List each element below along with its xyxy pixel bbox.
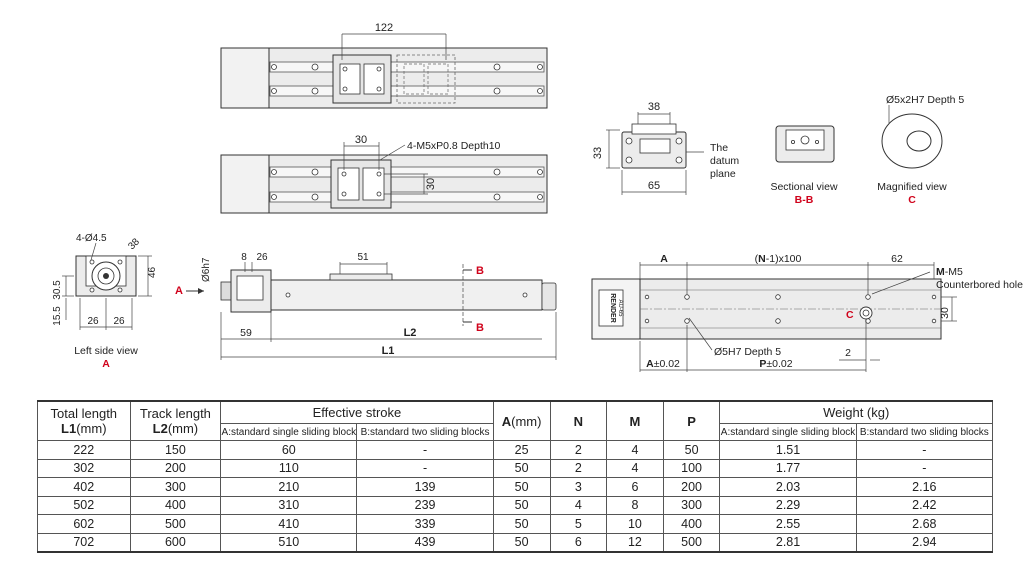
table-cell-n: 2: [550, 459, 607, 478]
table-row: [38, 515, 993, 534]
magnified-view-c: [877, 94, 964, 206]
table-cell-p: 500: [663, 533, 720, 552]
dim-62: 62: [891, 253, 903, 265]
table-cell-p: 100: [663, 459, 720, 478]
dim-A-bottom: A: [660, 253, 668, 265]
sectional-label: B-B: [794, 194, 814, 206]
table-cell-m: 10: [607, 515, 664, 534]
dim-30-bottom: 30: [939, 307, 951, 319]
model-mark: AU-65: [617, 299, 623, 317]
dim-2: 2: [845, 347, 851, 359]
left-dim-26b: 26: [113, 316, 125, 327]
table-cell-s-single: 410: [221, 515, 357, 534]
table-cell-l1: 502: [38, 496, 131, 515]
table-cell-w-two: 2.94: [856, 533, 992, 552]
header-a: A(mm): [493, 401, 550, 441]
table-cell-l2: 300: [130, 478, 221, 497]
table-cell-s-two: 339: [357, 515, 493, 534]
table-cell-l2: 400: [130, 496, 221, 515]
table-cell-s-single: 60: [221, 441, 357, 460]
dim-59: 59: [240, 327, 252, 339]
datum-note-2: datum: [710, 155, 740, 167]
table-cell-s-single: 510: [221, 533, 357, 552]
left-caption: Left side view: [74, 345, 138, 357]
table-cell-l1: 302: [38, 459, 131, 478]
table-cell-a: 50: [493, 496, 550, 515]
table-cell-n: 4: [550, 496, 607, 515]
sectional-view-bb: [770, 126, 838, 206]
table-cell-l1: 602: [38, 515, 131, 534]
table-cell-s-single: 210: [221, 478, 357, 497]
pin-note: Ø5H7 Depth 5: [714, 346, 782, 358]
table-cell-w-two: 2.42: [856, 496, 992, 515]
table-cell-s-two: -: [357, 459, 493, 478]
table-cell-p: 200: [663, 478, 720, 497]
table-cell-n: 2: [550, 441, 607, 460]
side-view: [175, 252, 556, 360]
table-cell-a: 50: [493, 533, 550, 552]
top-view-single-block: [221, 134, 547, 213]
counterbore-note: Counterbored hole: [936, 279, 1023, 291]
table-cell-s-two: 139: [357, 478, 493, 497]
tol-A: A±0.02: [646, 358, 680, 370]
bottom-view: [592, 253, 1023, 372]
left-hole-note: 4-Ø4.5: [76, 233, 107, 244]
table-cell-l1: 402: [38, 478, 131, 497]
table-cell-w-two: -: [856, 441, 992, 460]
dim-6h7: Ø6h7: [201, 257, 212, 282]
table-cell-l2: 150: [130, 441, 221, 460]
table-cell-l2: 600: [130, 533, 221, 552]
table-row: [38, 441, 993, 460]
dim-65-front: 65: [647, 180, 661, 192]
table-cell-m: 4: [607, 441, 664, 460]
front-view: [592, 101, 739, 195]
table-cell-m: 6: [607, 478, 664, 497]
dim-51: 51: [357, 252, 369, 263]
header-p: P: [663, 401, 720, 441]
table-cell-w-two: -: [856, 459, 992, 478]
sectional-caption: Sectional view: [770, 181, 838, 193]
table-cell-w-single: 1.51: [720, 441, 856, 460]
header-n: N: [550, 401, 607, 441]
dim-26-side: 26: [256, 252, 268, 263]
dim-38-front: 38: [647, 101, 661, 113]
table-cell-a: 50: [493, 459, 550, 478]
magnified-caption: Magnified view: [877, 181, 947, 193]
table-cell-a: 25: [493, 441, 550, 460]
table-cell-l2: 500: [130, 515, 221, 534]
left-dim-15-5: 15.5: [52, 306, 63, 326]
datum-note-1: The: [710, 142, 729, 154]
table-cell-w-two: 2.16: [856, 478, 992, 497]
m-note: M-M5: [936, 266, 963, 278]
header-effective-stroke: Effective stroke: [221, 401, 493, 424]
dim-30-side: 30: [425, 177, 437, 191]
section-b-top: B: [476, 265, 484, 277]
tap-note: 4-M5xP0.8 Depth10: [407, 140, 501, 152]
table-cell-m: 12: [607, 533, 664, 552]
dim-L1: L1: [381, 345, 395, 357]
datum-note-3: plane: [710, 168, 736, 180]
dim-33-front: 33: [592, 146, 604, 160]
left-dim-30-5: 30.5: [52, 280, 63, 300]
table-cell-a: 50: [493, 515, 550, 534]
header-stroke-two: B:standard two sliding blocks: [357, 424, 493, 441]
dim-30-top: 30: [354, 134, 368, 146]
tol-P: P±0.02: [759, 358, 793, 370]
dim-122: 122: [374, 22, 394, 34]
header-weight-single: A:standard single sliding block: [720, 424, 856, 441]
left-label: A: [102, 358, 110, 370]
table-cell-p: 400: [663, 515, 720, 534]
header-stroke-single: A:standard single sliding block: [221, 424, 357, 441]
header-m: M: [607, 401, 664, 441]
table-cell-l1: 222: [38, 441, 131, 460]
table-row: [38, 459, 993, 478]
arrow-a-label: A: [175, 285, 183, 297]
dim-L2: L2: [403, 327, 417, 339]
table-cell-n: 6: [550, 533, 607, 552]
table-cell-w-two: 2.68: [856, 515, 992, 534]
dim-N-expr: (N-1)x100: [754, 253, 802, 265]
table-cell-w-single: 2.81: [720, 533, 856, 552]
header-track-length: Track length L2(mm): [130, 401, 221, 441]
table-cell-w-single: 2.29: [720, 496, 856, 515]
table-row: [38, 478, 993, 497]
table-cell-l2: 200: [130, 459, 221, 478]
table-cell-s-single: 310: [221, 496, 357, 515]
section-b-bottom: B: [476, 322, 484, 334]
table-cell-s-two: 439: [357, 533, 493, 552]
table-cell-l1: 702: [38, 533, 131, 552]
table-row: [38, 533, 993, 552]
spec-table: [37, 400, 993, 553]
table-cell-w-single: 1.77: [720, 459, 856, 478]
table-row: [38, 496, 993, 515]
table-cell-s-two: -: [357, 441, 493, 460]
table-cell-n: 5: [550, 515, 607, 534]
left-dim-38: 38: [126, 236, 142, 253]
table-cell-p: 300: [663, 496, 720, 515]
header-total-length: Total length L1(mm): [38, 401, 131, 441]
table-cell-m: 8: [607, 496, 664, 515]
magnified-label: C: [908, 194, 916, 206]
table-cell-s-two: 239: [357, 496, 493, 515]
header-weight: Weight (kg): [720, 401, 993, 424]
table-cell-m: 4: [607, 459, 664, 478]
magnified-note: Ø5x2H7 Depth 5: [886, 94, 965, 106]
c-label: C: [846, 309, 854, 321]
left-dim-46: 46: [147, 266, 158, 278]
table-cell-a: 50: [493, 478, 550, 497]
header-weight-two: B:standard two sliding blocks: [856, 424, 992, 441]
brand-mark: RENDER: [609, 293, 616, 323]
left-dim-26a: 26: [87, 316, 99, 327]
table-cell-w-single: 2.55: [720, 515, 856, 534]
dim-8: 8: [241, 252, 247, 263]
left-side-view: [52, 233, 158, 370]
table-cell-s-single: 110: [221, 459, 357, 478]
top-view-two-blocks: [221, 22, 547, 108]
table-cell-p: 50: [663, 441, 720, 460]
table-cell-n: 3: [550, 478, 607, 497]
table-cell-w-single: 2.03: [720, 478, 856, 497]
